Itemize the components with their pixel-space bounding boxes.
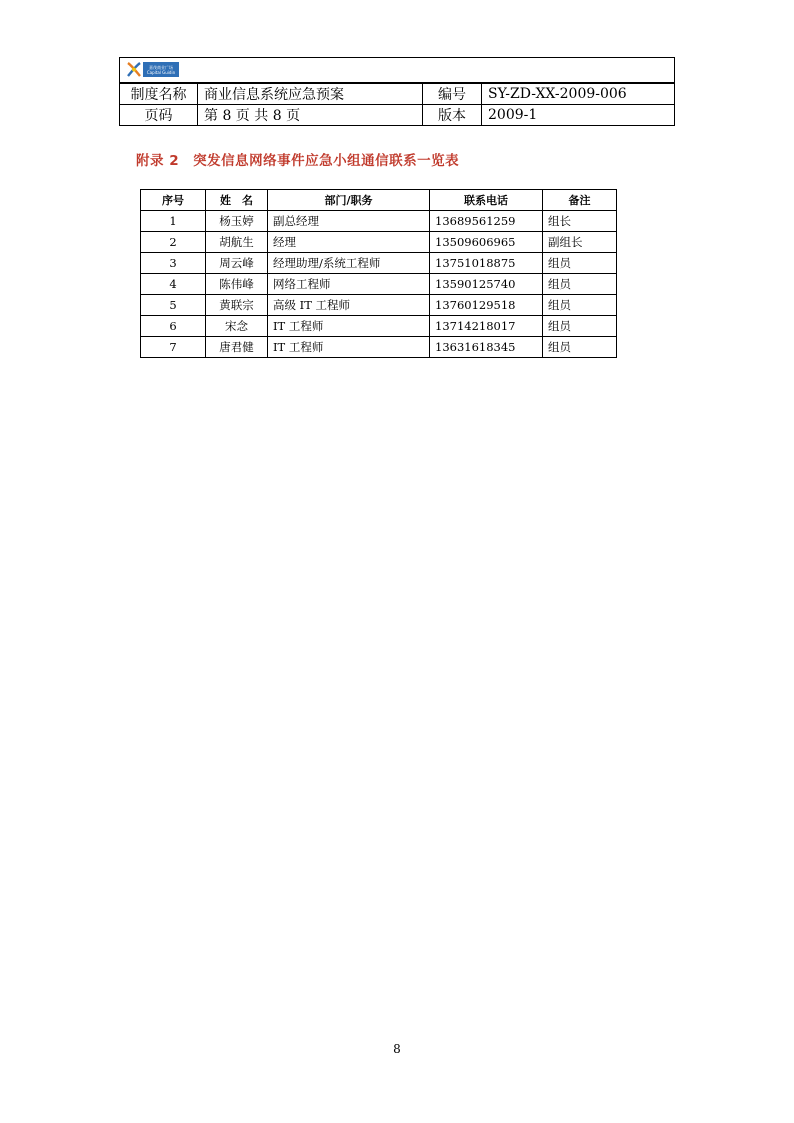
column-header-name: 姓 名	[206, 190, 268, 211]
cell-dept: IT 工程师	[268, 316, 430, 337]
column-header-no: 序号	[141, 190, 206, 211]
cell-dept: 副总经理	[268, 211, 430, 232]
table-row	[141, 295, 617, 316]
cell-name: 周云峰	[206, 253, 268, 274]
document-number-value: SY-ZD-XX-2009-006	[482, 84, 675, 105]
header-row-title	[120, 84, 674, 105]
cell-note: 组员	[543, 274, 617, 295]
cell-no: 2	[141, 232, 206, 253]
table-row	[141, 232, 617, 253]
cell-name: 黄联宗	[206, 295, 268, 316]
cell-phone: 13509606965	[430, 232, 543, 253]
cell-dept: 经理	[268, 232, 430, 253]
page-value: 第 8 页 共 8 页	[198, 105, 423, 126]
cell-phone: 13751018875	[430, 253, 543, 274]
cell-note: 组员	[543, 337, 617, 358]
table-row	[141, 337, 617, 358]
cell-note: 副组长	[543, 232, 617, 253]
table-row	[141, 316, 617, 337]
regulation-name-value: 商业信息系统应急预案	[198, 84, 423, 105]
cell-no: 6	[141, 316, 206, 337]
company-logo	[126, 60, 180, 79]
regulation-name-label: 制度名称	[120, 84, 198, 105]
cell-phone: 13631618345	[430, 337, 543, 358]
contact-table-header	[141, 190, 617, 211]
document-number-label: 编号	[423, 84, 482, 105]
version-label: 版本	[423, 105, 482, 126]
cell-note: 组长	[543, 211, 617, 232]
version-value: 2009-1	[482, 105, 675, 126]
appendix-title: 突发信息网络事件应急小组通信联系一览表	[193, 153, 460, 169]
header-row-page	[120, 105, 674, 126]
cell-note: 组员	[543, 316, 617, 337]
cell-name: 杨玉婷	[206, 211, 268, 232]
contact-table	[140, 189, 617, 358]
logo-wordmark	[143, 62, 179, 77]
cell-no: 5	[141, 295, 206, 316]
document-header	[119, 57, 675, 126]
column-header-note: 备注	[543, 190, 617, 211]
column-header-phone: 联系电话	[430, 190, 543, 211]
cell-phone: 13714218017	[430, 316, 543, 337]
cell-no: 4	[141, 274, 206, 295]
appendix-heading	[136, 149, 459, 169]
logo-text-line1: 嘉茂商业广场	[149, 64, 173, 70]
cell-no: 3	[141, 253, 206, 274]
table-row	[141, 211, 617, 232]
cell-name: 唐君健	[206, 337, 268, 358]
column-header-dept: 部门/职务	[268, 190, 430, 211]
table-row	[141, 274, 617, 295]
cell-note: 组员	[543, 253, 617, 274]
cell-dept: 网络工程师	[268, 274, 430, 295]
cell-no: 7	[141, 337, 206, 358]
cell-dept: 高级 IT 工程师	[268, 295, 430, 316]
cell-name: 陈伟峰	[206, 274, 268, 295]
page-label: 页码	[120, 105, 198, 126]
cell-name: 宋念	[206, 316, 268, 337]
cell-phone: 13689561259	[430, 211, 543, 232]
logo-text-line2: Capital Guidin	[146, 69, 176, 75]
appendix-label: 附录 2	[136, 153, 180, 169]
company-logo-icon	[126, 60, 142, 79]
cell-name: 胡航生	[206, 232, 268, 253]
logo-row	[120, 58, 674, 83]
cell-dept: 经理助理/系统工程师	[268, 253, 430, 274]
cell-phone: 13760129518	[430, 295, 543, 316]
table-row	[141, 253, 617, 274]
cell-note: 组员	[543, 295, 617, 316]
page-number: 8	[393, 1042, 401, 1056]
header-info-table	[120, 83, 674, 125]
cell-no: 1	[141, 211, 206, 232]
cell-phone: 13590125740	[430, 274, 543, 295]
cell-dept: IT 工程师	[268, 337, 430, 358]
